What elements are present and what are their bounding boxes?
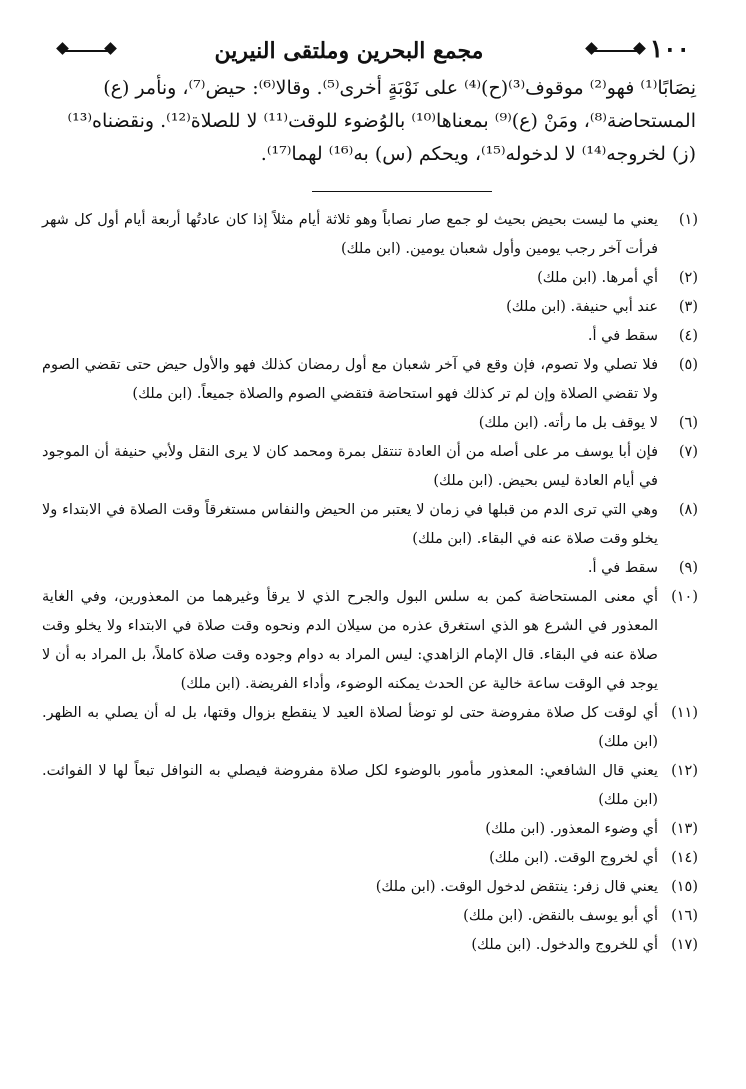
footnote bbox=[42, 844, 698, 873]
footnote-text: سقط في أ. bbox=[587, 560, 658, 576]
footnote-text: أي أمرها. (ابن ملك) bbox=[537, 270, 658, 286]
main-text-line: المستحاضة⁽⁸⁾، ومَنْ (ع)⁽⁹⁾ بمعناها⁽¹⁰⁾ بالوُضوء للوقت⁽¹¹⁾ لا للصلاة⁽¹²⁾. ونقضناه⁽¹³⁾ bbox=[67, 110, 696, 132]
footnote bbox=[42, 815, 698, 844]
footnote bbox=[42, 293, 698, 322]
footnote-text: لا يوقف بل ما رأته. (ابن ملك) bbox=[478, 415, 658, 431]
header-ornament-diamond bbox=[633, 42, 646, 55]
footnote-number: (١٦) bbox=[671, 908, 698, 924]
footnote bbox=[42, 757, 698, 815]
footnote-number: (١٣) bbox=[671, 821, 698, 837]
footnote-number: (٦) bbox=[678, 415, 698, 431]
footnote bbox=[42, 351, 698, 409]
footnote-number: (٢) bbox=[678, 270, 698, 286]
footnote-text: أي لوقت كل صلاة مفروضة حتى لو توضأ لصلاة العيد لا ينقطع بزوال وقتها، بل له أن يصلي به الظهر. (ابن ملك) bbox=[42, 705, 658, 750]
footnote-number: (١٥) bbox=[671, 879, 698, 895]
footnote-number: (٨) bbox=[678, 502, 698, 518]
footnote bbox=[42, 931, 698, 960]
header-ornament-diamond bbox=[56, 42, 69, 55]
footnote-number: (١٠) bbox=[671, 589, 698, 605]
footnote-text: يعني قال زفر: ينتقض لدخول الوقت. (ابن ملك) bbox=[375, 879, 658, 895]
footnote-number: (٧) bbox=[678, 444, 698, 460]
footnote-text: أي للخروج والدخول. (ابن ملك) bbox=[471, 937, 658, 953]
footnote-number: (٤) bbox=[678, 328, 698, 344]
footnote-number: (١٧) bbox=[671, 937, 698, 953]
main-text-line: (ز) لخروجه⁽¹⁴⁾ لا لدخوله⁽¹⁵⁾، ويحكم (س) به⁽¹⁶⁾ لهما⁽¹⁷⁾. bbox=[260, 143, 696, 165]
footnote-text: يعني ما ليست بحيض بحيث لو جمع صار نصاباً وهو ثلاثة أيام مثلاً إذا كان عادتُها أربعة أيام أول كل شهر فرأت آخر رجب يومين وأول شعبان يومين. (ابن ملك) bbox=[42, 212, 658, 257]
footnote-number: (١٤) bbox=[671, 850, 698, 866]
footnote-text: فلا تصلي ولا تصوم، فإن وقع في آخر شعبان مع أول رمضان كذلك فهو والأول حيض حتى تقضي الصوم ولا تقضي الصلاة وإن لم تر كذلك فهو استحاضة فتقضي الصوم والصلاة جميعاً. (ابن ملك) bbox=[42, 357, 658, 402]
footnote-text: أي وضوء المعذور. (ابن ملك) bbox=[485, 821, 658, 837]
footnote bbox=[42, 264, 698, 293]
footnote bbox=[42, 438, 698, 496]
footnote-number: (٥) bbox=[678, 357, 698, 373]
page-number: ١٠٠ bbox=[649, 34, 690, 63]
main-text bbox=[42, 72, 698, 171]
footnote-separator bbox=[312, 191, 492, 192]
footnote-number: (١٢) bbox=[671, 763, 698, 779]
header-rule bbox=[62, 50, 110, 52]
footnote-number: (١) bbox=[678, 212, 698, 228]
footnote bbox=[42, 554, 698, 583]
footnote-number: (٩) bbox=[678, 560, 698, 576]
footnote-text: يعني قال الشافعي: المعذور مأمور بالوضوء لكل صلاة مفروضة فيصلي به النوافل تبعاً لها لا الفوائت. (ابن ملك) bbox=[42, 763, 658, 808]
footnote bbox=[42, 902, 698, 931]
footnote-number: (١١) bbox=[671, 705, 698, 721]
footnote bbox=[42, 873, 698, 902]
header-rule bbox=[592, 50, 640, 52]
footnote-text: أي لخروج الوقت. (ابن ملك) bbox=[489, 850, 658, 866]
footnote-text: عند أبي حنيفة. (ابن ملك) bbox=[506, 299, 658, 315]
running-title: مجمع البحرين وملتقى النيرين bbox=[214, 38, 484, 64]
footnote bbox=[42, 699, 698, 757]
footnote-text: سقط في أ. bbox=[587, 328, 658, 344]
footnote bbox=[42, 322, 698, 351]
footnote bbox=[42, 206, 698, 264]
footnote bbox=[42, 583, 698, 699]
footnotes bbox=[42, 206, 698, 960]
footnote-number: (٣) bbox=[678, 299, 698, 315]
footnote-text: أي معنى المستحاضة كمن به سلس البول والجرح الذي لا يرقأ وغيرهما من المعذورين، وفي الغاية المعذور في الشرع هو الذي استغرق عذره من سيلان الدم ونحوه وقت صلاة في الابتداء ولا يخلو وقت صلاة عنه في البقاء. قال الإمام الزاهدي: ليس المراد به دوام وجوده وقت صلاة كاملاً، بل المراد به أن لا يوجد في الوقت ساعة خالية عن الحدث يمكنه الوضوء، وأداء الفريضة. (ابن ملك) bbox=[42, 589, 658, 692]
header-ornament-diamond bbox=[585, 42, 598, 55]
footnote bbox=[42, 409, 698, 438]
main-text-line: نِصَابًا⁽¹⁾ فهو⁽²⁾ موقوف⁽³⁾(ح)⁽⁴⁾ على نَوْبَةٍ أخرى⁽⁵⁾. وقالا⁽⁶⁾: حيض⁽⁷⁾، ونأمر (ع) bbox=[103, 77, 696, 99]
footnote-text: أي أبو يوسف بالنقض. (ابن ملك) bbox=[463, 908, 658, 924]
footnote bbox=[42, 496, 698, 554]
footnote-text: وهي التي ترى الدم من قبلها في زمان لا يعتبر من الحيض والنفاس مستغرقاً وقت الصلاة في الابتداء ولا يخلو وقت صلاة عنه في البقاء. (ابن ملك) bbox=[42, 502, 658, 547]
footnote-text: فإن أبا يوسف مر على أصله من أن العادة تنتقل بمرة ومحمد كان لا يرى النقل ولأبي حنيفة أن الموجود في أيام العادة ليس بحيض. (ابن ملك) bbox=[42, 444, 658, 489]
running-header bbox=[42, 28, 698, 68]
